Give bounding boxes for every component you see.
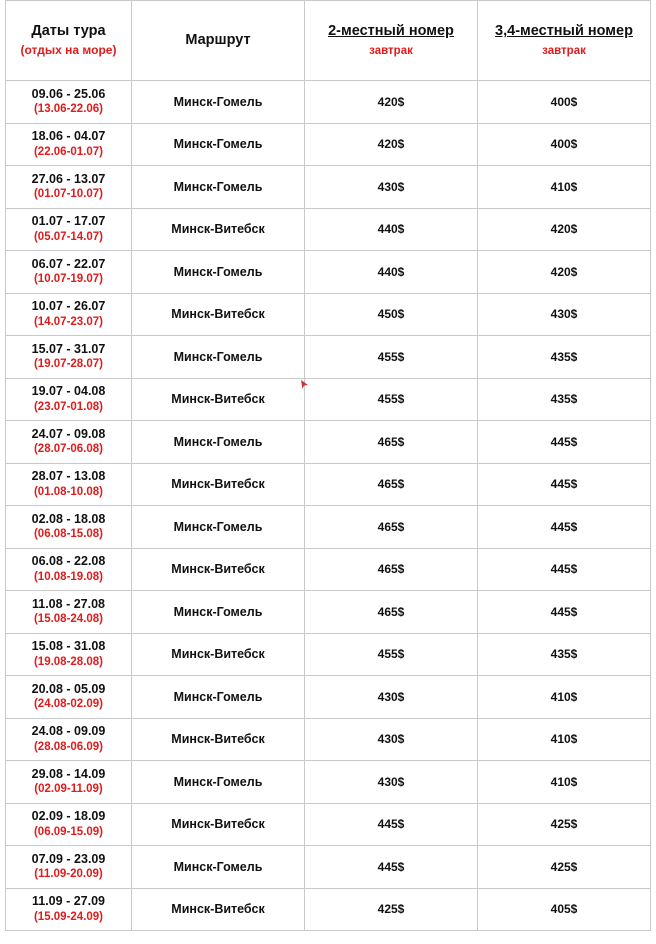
route-label: Минск-Гомель bbox=[173, 349, 263, 364]
cell-price-triple bbox=[478, 761, 651, 804]
sea-rest-date-range: (13.06-22.06) bbox=[33, 103, 104, 116]
route-label: Минск-Витебск bbox=[171, 392, 265, 407]
cell-dates bbox=[6, 166, 132, 209]
sea-rest-date-range: (02.09-11.09) bbox=[34, 783, 103, 796]
tour-date-range: 02.08 - 18.08 bbox=[31, 511, 106, 526]
sea-rest-date-range: (19.08-28.08) bbox=[33, 655, 104, 668]
table-row bbox=[6, 633, 651, 676]
price-triple-room: 410$ bbox=[550, 774, 578, 789]
table-row bbox=[6, 421, 651, 464]
price-double-room: 430$ bbox=[377, 689, 405, 704]
sea-rest-date-range: (10.08-19.08) bbox=[33, 570, 104, 583]
cell-dates bbox=[6, 718, 132, 761]
table-row bbox=[6, 336, 651, 379]
cell-price-double bbox=[305, 81, 478, 124]
price-double-room: 455$ bbox=[377, 392, 405, 407]
sea-rest-date-range: (06.09-15.09) bbox=[33, 825, 104, 838]
table-row bbox=[6, 591, 651, 634]
cell-dates bbox=[6, 208, 132, 251]
cell-route bbox=[132, 378, 305, 421]
cell-price-double bbox=[305, 846, 478, 889]
table-row bbox=[6, 378, 651, 421]
cell-price-triple bbox=[478, 846, 651, 889]
cell-price-triple bbox=[478, 378, 651, 421]
route-label: Минск-Гомель bbox=[173, 774, 263, 789]
sea-rest-date-range: (15.09-24.09) bbox=[33, 910, 104, 923]
cell-price-triple bbox=[478, 888, 651, 931]
column-header-triple-room-title: 3,4-местный номер bbox=[495, 23, 633, 40]
price-triple-room: 445$ bbox=[550, 434, 578, 449]
price-double-room: 465$ bbox=[377, 434, 405, 449]
route-label: Минск-Витебск bbox=[171, 817, 265, 832]
tour-date-range: 15.08 - 31.08 bbox=[31, 639, 106, 654]
cell-price-double bbox=[305, 336, 478, 379]
cell-price-double bbox=[305, 888, 478, 931]
price-triple-room: 420$ bbox=[550, 222, 578, 237]
cell-price-double bbox=[305, 506, 478, 549]
column-header-triple-room bbox=[478, 1, 651, 81]
cell-route bbox=[132, 336, 305, 379]
cell-dates bbox=[6, 293, 132, 336]
sea-rest-date-range: (14.07-23.07) bbox=[33, 315, 104, 328]
cell-route bbox=[132, 548, 305, 591]
cell-dates bbox=[6, 123, 132, 166]
column-header-double-room bbox=[305, 1, 478, 81]
table-row bbox=[6, 846, 651, 889]
tour-date-range: 19.07 - 04.08 bbox=[31, 384, 106, 399]
cell-dates bbox=[6, 506, 132, 549]
cell-dates bbox=[6, 421, 132, 464]
tour-date-range: 28.07 - 13.08 bbox=[31, 469, 106, 484]
price-triple-room: 425$ bbox=[550, 859, 578, 874]
sea-rest-date-range: (22.06-01.07) bbox=[33, 145, 104, 158]
tour-date-range: 18.06 - 04.07 bbox=[31, 129, 106, 144]
cell-route bbox=[132, 888, 305, 931]
price-triple-room: 435$ bbox=[550, 392, 578, 407]
price-triple-room: 410$ bbox=[550, 689, 578, 704]
price-double-room: 440$ bbox=[377, 222, 405, 237]
cell-price-triple bbox=[478, 676, 651, 719]
tour-date-range: 01.07 - 17.07 bbox=[31, 214, 106, 229]
cell-price-double bbox=[305, 421, 478, 464]
cell-dates bbox=[6, 81, 132, 124]
price-triple-room: 410$ bbox=[550, 732, 578, 747]
table-row bbox=[6, 803, 651, 846]
route-label: Минск-Витебск bbox=[171, 562, 265, 577]
tour-date-range: 27.06 - 13.07 bbox=[31, 171, 106, 186]
price-double-room: 425$ bbox=[377, 902, 405, 917]
tour-date-range: 06.08 - 22.08 bbox=[31, 554, 106, 569]
cell-price-double bbox=[305, 123, 478, 166]
table-row bbox=[6, 293, 651, 336]
tour-date-range: 29.08 - 14.09 bbox=[31, 766, 106, 781]
cell-route bbox=[132, 81, 305, 124]
cell-price-double bbox=[305, 251, 478, 294]
tour-date-range: 02.09 - 18.09 bbox=[31, 809, 106, 824]
sea-rest-date-range: (01.07-10.07) bbox=[33, 188, 104, 201]
cell-dates bbox=[6, 463, 132, 506]
cell-price-triple bbox=[478, 421, 651, 464]
cell-price-double bbox=[305, 591, 478, 634]
route-label: Минск-Витебск bbox=[171, 477, 265, 492]
column-header-double-room-title: 2-местный номер bbox=[328, 23, 454, 40]
table-row bbox=[6, 208, 651, 251]
cell-price-triple bbox=[478, 463, 651, 506]
cell-route bbox=[132, 208, 305, 251]
route-label: Минск-Витебск bbox=[171, 902, 265, 917]
cell-dates bbox=[6, 251, 132, 294]
cell-dates bbox=[6, 803, 132, 846]
cell-price-triple bbox=[478, 633, 651, 676]
cell-route bbox=[132, 591, 305, 634]
table-body bbox=[6, 81, 651, 931]
price-double-room: 455$ bbox=[377, 349, 405, 364]
cell-route bbox=[132, 761, 305, 804]
tour-date-range: 20.08 - 05.09 bbox=[31, 681, 106, 696]
price-triple-room: 430$ bbox=[550, 307, 578, 322]
cell-dates bbox=[6, 676, 132, 719]
price-double-room: 445$ bbox=[377, 817, 405, 832]
tour-date-range: 11.08 - 27.08 bbox=[32, 596, 105, 611]
price-double-room: 420$ bbox=[377, 94, 405, 109]
cell-price-triple bbox=[478, 803, 651, 846]
tour-date-range: 07.09 - 23.09 bbox=[31, 851, 106, 866]
cell-route bbox=[132, 633, 305, 676]
price-triple-room: 445$ bbox=[550, 519, 578, 534]
route-label: Минск-Гомель bbox=[173, 859, 263, 874]
price-triple-room: 420$ bbox=[550, 264, 578, 279]
table-row bbox=[6, 81, 651, 124]
cell-route bbox=[132, 123, 305, 166]
price-triple-room: 400$ bbox=[550, 94, 578, 109]
route-label: Минск-Витебск bbox=[171, 307, 265, 322]
cell-route bbox=[132, 803, 305, 846]
tour-date-range: 15.07 - 31.07 bbox=[31, 341, 106, 356]
cell-route bbox=[132, 676, 305, 719]
cell-route bbox=[132, 293, 305, 336]
cell-route bbox=[132, 251, 305, 294]
route-label: Минск-Гомель bbox=[173, 689, 263, 704]
cell-price-double bbox=[305, 676, 478, 719]
price-double-room: 440$ bbox=[377, 264, 405, 279]
cell-dates bbox=[6, 591, 132, 634]
sea-rest-date-range: (28.07-06.08) bbox=[33, 443, 104, 456]
price-triple-room: 445$ bbox=[550, 477, 578, 492]
tour-date-range: 24.07 - 09.08 bbox=[31, 426, 106, 441]
price-triple-room: 405$ bbox=[550, 902, 578, 917]
route-label: Минск-Гомель bbox=[173, 179, 263, 194]
sea-rest-date-range: (23.07-01.08) bbox=[33, 400, 104, 413]
route-label: Минск-Гомель bbox=[173, 264, 263, 279]
price-double-room: 450$ bbox=[377, 307, 405, 322]
price-triple-room: 400$ bbox=[550, 137, 578, 152]
cell-price-double bbox=[305, 633, 478, 676]
price-double-room: 420$ bbox=[377, 137, 405, 152]
sea-rest-date-range: (11.09-20.09) bbox=[34, 868, 103, 881]
column-header-dates-subtitle: (отдых на море) bbox=[20, 43, 117, 58]
cell-dates bbox=[6, 761, 132, 804]
cell-dates bbox=[6, 846, 132, 889]
table-row bbox=[6, 123, 651, 166]
cell-price-double bbox=[305, 761, 478, 804]
cell-price-double bbox=[305, 463, 478, 506]
cell-price-triple bbox=[478, 506, 651, 549]
route-label: Минск-Витебск bbox=[171, 647, 265, 662]
column-header-route bbox=[132, 1, 305, 81]
tour-date-range: 10.07 - 26.07 bbox=[31, 299, 106, 314]
cell-price-triple bbox=[478, 548, 651, 591]
price-double-room: 465$ bbox=[377, 604, 405, 619]
sea-rest-date-range: (28.08-06.09) bbox=[33, 740, 104, 753]
cell-price-triple bbox=[478, 336, 651, 379]
cell-price-triple bbox=[478, 293, 651, 336]
table-row bbox=[6, 761, 651, 804]
table-header bbox=[6, 1, 651, 81]
table-row bbox=[6, 506, 651, 549]
tour-price-table bbox=[5, 0, 651, 931]
sea-rest-date-range: (01.08-10.08) bbox=[33, 485, 104, 498]
price-double-room: 465$ bbox=[377, 519, 405, 534]
cell-route bbox=[132, 463, 305, 506]
column-header-double-room-subtitle: завтрак bbox=[369, 44, 413, 57]
cell-price-double bbox=[305, 166, 478, 209]
cell-price-double bbox=[305, 208, 478, 251]
route-label: Минск-Витебск bbox=[171, 222, 265, 237]
cell-price-double bbox=[305, 548, 478, 591]
cell-dates bbox=[6, 548, 132, 591]
column-header-route-title: Маршрут bbox=[185, 32, 251, 49]
table-row bbox=[6, 166, 651, 209]
route-label: Минск-Гомель bbox=[173, 137, 263, 152]
cell-price-double bbox=[305, 293, 478, 336]
cell-price-double bbox=[305, 378, 478, 421]
tour-date-range: 24.08 - 09.09 bbox=[31, 724, 106, 739]
cell-route bbox=[132, 506, 305, 549]
price-double-room: 430$ bbox=[377, 774, 405, 789]
price-triple-room: 445$ bbox=[550, 604, 578, 619]
route-label: Минск-Гомель bbox=[173, 434, 263, 449]
cell-price-double bbox=[305, 718, 478, 761]
sea-rest-date-range: (10.07-19.07) bbox=[33, 273, 104, 286]
sea-rest-date-range: (15.08-24.08) bbox=[33, 613, 104, 626]
table-row bbox=[6, 548, 651, 591]
table-row bbox=[6, 251, 651, 294]
column-header-dates-title: Даты тура bbox=[31, 23, 106, 40]
cell-dates bbox=[6, 633, 132, 676]
cell-dates bbox=[6, 378, 132, 421]
column-header-dates bbox=[6, 1, 132, 81]
cell-dates bbox=[6, 336, 132, 379]
table-row bbox=[6, 888, 651, 931]
price-triple-room: 410$ bbox=[550, 179, 578, 194]
route-label: Минск-Гомель bbox=[173, 604, 263, 619]
cell-dates bbox=[6, 888, 132, 931]
column-header-triple-room-subtitle: завтрак bbox=[542, 44, 586, 57]
sea-rest-date-range: (06.08-15.08) bbox=[33, 528, 104, 541]
cell-price-triple bbox=[478, 81, 651, 124]
sea-rest-date-range: (19.07-28.07) bbox=[33, 358, 104, 371]
cell-price-double bbox=[305, 803, 478, 846]
price-triple-room: 435$ bbox=[550, 349, 578, 364]
route-label: Минск-Гомель bbox=[173, 519, 263, 534]
price-double-room: 445$ bbox=[377, 859, 405, 874]
cell-price-triple bbox=[478, 166, 651, 209]
cell-price-triple bbox=[478, 591, 651, 634]
route-label: Минск-Гомель bbox=[173, 94, 263, 109]
cell-route bbox=[132, 166, 305, 209]
cell-price-triple bbox=[478, 718, 651, 761]
tour-date-range: 11.09 - 27.09 bbox=[32, 894, 105, 909]
cell-price-triple bbox=[478, 208, 651, 251]
price-double-room: 430$ bbox=[377, 732, 405, 747]
table-row bbox=[6, 676, 651, 719]
sea-rest-date-range: (05.07-14.07) bbox=[33, 230, 104, 243]
price-triple-room: 445$ bbox=[550, 562, 578, 577]
sea-rest-date-range: (24.08-02.09) bbox=[33, 698, 104, 711]
cell-price-triple bbox=[478, 123, 651, 166]
table-row bbox=[6, 718, 651, 761]
tour-date-range: 06.07 - 22.07 bbox=[31, 256, 106, 271]
cell-route bbox=[132, 421, 305, 464]
cell-price-triple bbox=[478, 251, 651, 294]
price-double-room: 430$ bbox=[377, 179, 405, 194]
route-label: Минск-Витебск bbox=[171, 732, 265, 747]
table-header-row bbox=[6, 1, 651, 81]
price-double-room: 465$ bbox=[377, 477, 405, 492]
cell-route bbox=[132, 846, 305, 889]
tour-date-range: 09.06 - 25.06 bbox=[31, 86, 106, 101]
price-triple-room: 425$ bbox=[550, 817, 578, 832]
price-triple-room: 435$ bbox=[550, 647, 578, 662]
price-double-room: 465$ bbox=[377, 562, 405, 577]
price-double-room: 455$ bbox=[377, 647, 405, 662]
table-row bbox=[6, 463, 651, 506]
cell-route bbox=[132, 718, 305, 761]
